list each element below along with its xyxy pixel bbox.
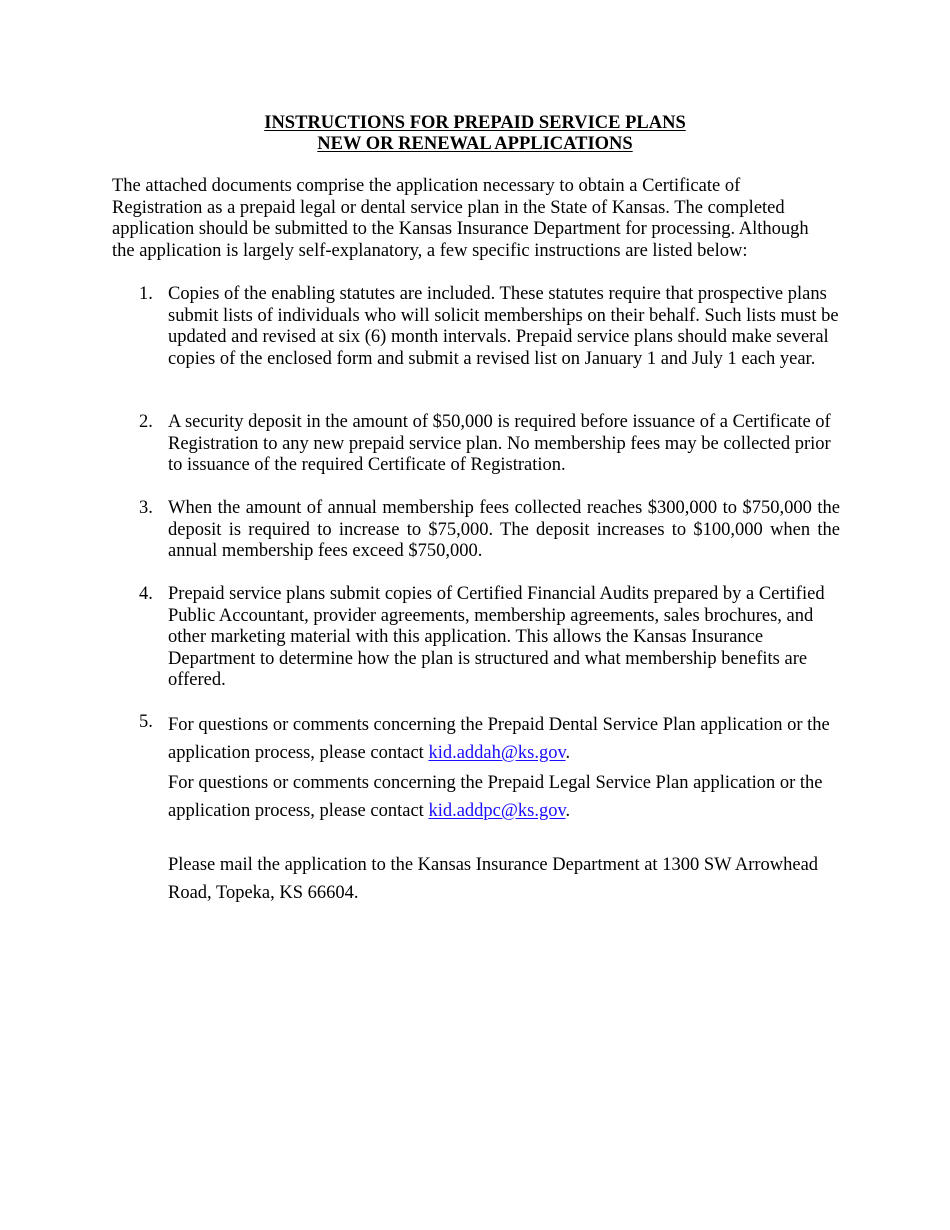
list-item-2 bbox=[112, 412, 842, 477]
list-number: 5. bbox=[139, 712, 153, 732]
list-number: 2. bbox=[139, 412, 153, 432]
dental-contact-sentence: For questions or comments concerning the Prepaid Dental Service Plan application or the application process, please contact bbox=[168, 715, 830, 763]
list-item-text: Prepaid service plans submit copies of Certified Financial Audits prepared by a Certified Public Accountant, provider agreements, membership agreements, sales brochures, and other marketing material with this application. This allows the Kansas Insurance Department to determine how the plan is structured and what membership benefits are offered. bbox=[168, 584, 825, 690]
document-title-line-2: NEW OR RENEWAL APPLICATIONS bbox=[317, 134, 633, 154]
list-item-5 bbox=[112, 712, 842, 767]
dental-contact-email-link[interactable]: kid.addah@ks.gov bbox=[428, 742, 566, 763]
legal-contact-sentence: For questions or comments concerning the Prepaid Legal Service Plan application or the application process, please contact bbox=[168, 773, 823, 821]
mailing-address-paragraph: Please mail the application to the Kansas Insurance Department at 1300 SW Arrowhead Road, Topeka, KS 66604. bbox=[168, 855, 819, 903]
legal-contact-email-link[interactable]: kid.addpc@ks.gov bbox=[428, 800, 566, 821]
list-item-4 bbox=[112, 584, 842, 692]
dental-contact-text bbox=[168, 712, 840, 767]
list-item-3 bbox=[112, 498, 842, 563]
list-number: 3. bbox=[139, 498, 153, 518]
intro-paragraph: The attached documents comprise the application necessary to obtain a Certificate of Registration as a prepaid legal or dental service plan in the State of Kansas. The completed application should be submitted to the Kansas Insurance Department for processing. Although the application is largely self-explanatory, a few specific instructions are listed below: bbox=[112, 176, 809, 261]
legal-contact-period: . bbox=[565, 800, 571, 821]
list-item-text: When the amount of annual membership fees collected reaches $300,000 to $750,000 the deposit is required to increase to $75,000. The deposit increases to $100,000 when the annual membership fees exceed $750,000. bbox=[168, 498, 840, 561]
legal-contact-paragraph bbox=[168, 770, 848, 825]
list-number: 4. bbox=[139, 584, 153, 604]
list-item-text: A security deposit in the amount of $50,000 is required before issuance of a Certificate of Registration to any new prepaid service plan. No membership fees may be collected prior to issuance of the required Certificate of Registration. bbox=[168, 412, 831, 475]
document-title-line-1: INSTRUCTIONS FOR PREPAID SERVICE PLANS bbox=[264, 113, 686, 133]
list-item-1 bbox=[112, 284, 842, 370]
list-number: 1. bbox=[139, 284, 153, 304]
dental-contact-period: . bbox=[565, 742, 571, 763]
list-item-text: Copies of the enabling statutes are included. These statutes require that prospective plans submit lists of individuals who will solicit memberships on their behalf. Such lists must be updated and revised at six (6) month intervals. Prepaid service plans should make several copies of the enclosed form and submit a revised list on January 1 and July 1 each year. bbox=[168, 284, 839, 369]
